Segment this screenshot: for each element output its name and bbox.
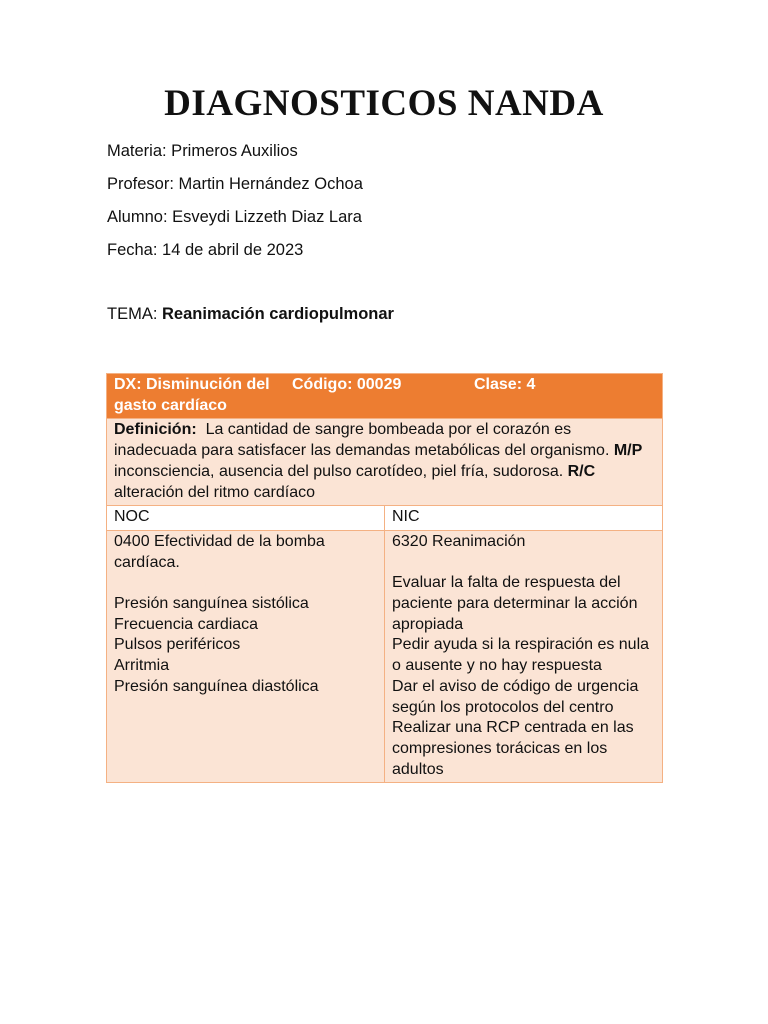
definition-cell	[107, 419, 663, 506]
diagnosis-header-cell	[107, 374, 663, 419]
noc-item: Presión sanguínea diastólica	[114, 677, 319, 695]
definition-label: Definición:	[114, 421, 197, 439]
spacer	[114, 573, 377, 594]
tema-value: Reanimación cardiopulmonar	[162, 305, 394, 323]
diagnosis-header-row	[107, 374, 663, 419]
nic-header: NIC	[385, 506, 663, 531]
mp-label: M/P	[613, 442, 643, 460]
noc-item: Frecuencia cardiaca	[114, 615, 259, 633]
mp-text: inconsciencia, ausencia del pulso carotídeo, piel fría, sudorosa.	[114, 462, 568, 480]
materia-line: Materia: Primeros Auxilios	[107, 142, 298, 160]
diagnosis-label: DX: Disminución del gasto cardíaco	[114, 376, 270, 414]
nic-cell	[385, 530, 663, 782]
noc-header: NOC	[107, 506, 385, 531]
nic-item: Realizar una RCP centrada en las compresiones torácicas en los adultos	[392, 719, 634, 778]
fecha-line: Fecha: 14 de abril de 2023	[107, 241, 304, 259]
column-header-row	[107, 506, 663, 531]
noc-item: Pulsos periféricos	[114, 636, 241, 654]
document-title: DIAGNOSTICOS NANDA	[164, 83, 604, 124]
nic-item: Dar el aviso de código de urgencia según los protocolos del centro	[392, 677, 639, 716]
nanda-table	[106, 373, 663, 783]
diagnosis-class: Clase: 4	[474, 376, 536, 393]
profesor-line: Profesor: Martin Hernández Ochoa	[107, 175, 363, 193]
spacer	[392, 553, 655, 574]
noc-title: 0400 Efectividad de la bomba cardíaca.	[114, 532, 325, 571]
content-row	[107, 530, 663, 782]
rc-label: R/C	[567, 462, 596, 480]
diagnosis-code: Código: 00029	[292, 376, 402, 393]
noc-item: Arritmia	[114, 657, 170, 675]
definition-row	[107, 419, 663, 506]
rc-text: alteración del ritmo cardíaco	[114, 483, 315, 501]
noc-cell	[107, 530, 385, 782]
nic-item: Pedir ayuda si la respiración es nula o ausente y no hay respuesta	[392, 636, 650, 675]
nic-title: 6320 Reanimación	[392, 532, 526, 550]
definition-text: La cantidad de sangre bombeada por el corazón es inadecuada para satisfacer las demandas metabólicas del organismo.	[114, 421, 614, 460]
nic-item: Evaluar la falta de respuesta del paciente para determinar la acción apropiada	[392, 574, 638, 633]
tema-label: TEMA:	[107, 305, 163, 323]
noc-item: Presión sanguínea sistólica	[114, 595, 309, 613]
tema-line	[107, 304, 394, 324]
alumno-line: Alumno: Esveydi Lizzeth Diaz Lara	[107, 208, 362, 226]
